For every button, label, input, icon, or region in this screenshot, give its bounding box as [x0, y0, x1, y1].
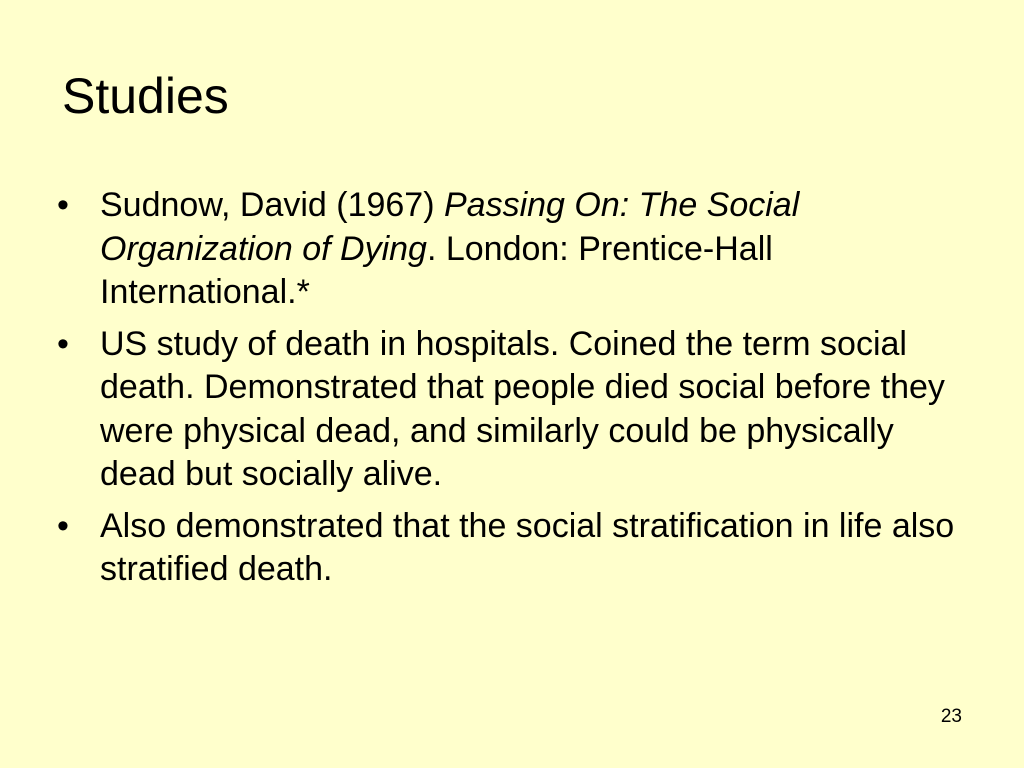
page-number: 23 [940, 706, 962, 727]
bullet-item-study-summary [57, 323, 977, 497]
bullet-text: US study of death in hospitals. Coined the term social death. Demonstrated that people died social before they were physical dead, and similarly could be physically dead but socially alive. [100, 324, 945, 493]
citation-publisher: . London: Prentice-Hall International.* [100, 229, 773, 311]
citation-author-year: Sudnow, David (1967) [100, 186, 444, 224]
citation-book-title: Passing On: The Social Organization of Dying [100, 186, 800, 268]
bullet-list [57, 184, 977, 600]
bullet-icon: • [57, 324, 69, 363]
bullet-item-stratification [57, 505, 977, 592]
bullet-text: Also demonstrated that the social stratification in life also stratified death. [100, 506, 955, 588]
bullet-icon: • [57, 506, 69, 545]
bullet-item-citation [57, 184, 977, 315]
bullet-icon: • [57, 186, 69, 224]
slide-title: Studies [62, 68, 229, 124]
